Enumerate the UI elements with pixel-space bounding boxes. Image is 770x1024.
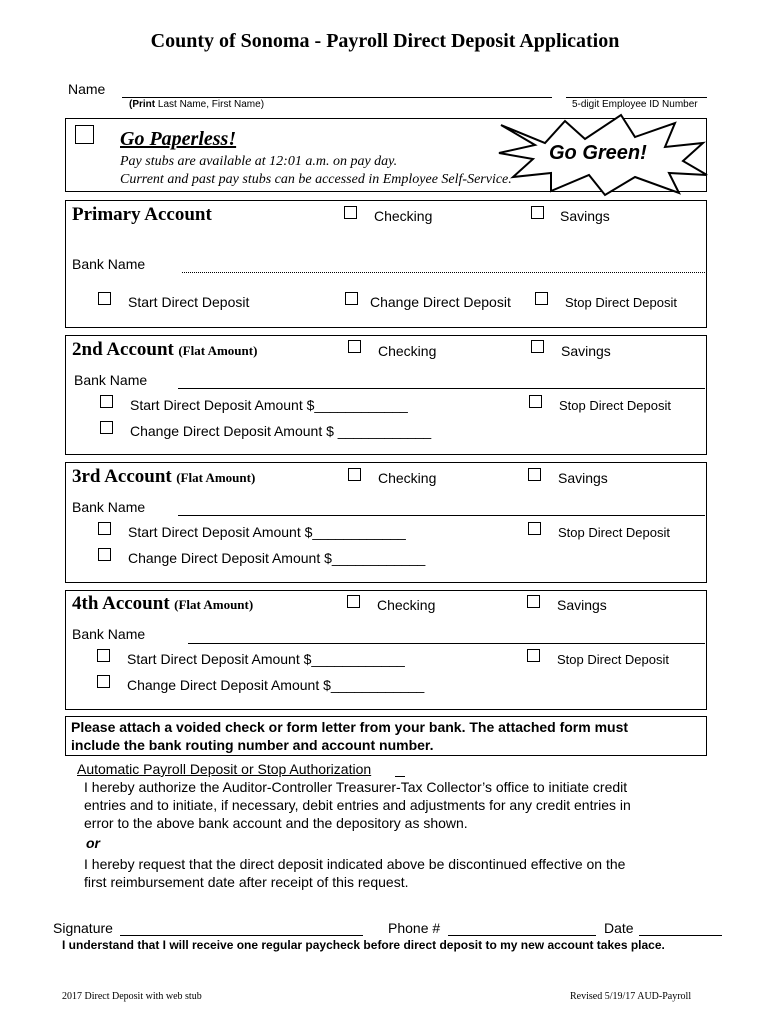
paperless-heading: Go Paperless!: [120, 128, 237, 150]
primary-start-checkbox[interactable]: [98, 292, 111, 305]
fourth-account-flat: (Flat Amount): [174, 597, 254, 612]
signature-label: Signature: [53, 920, 113, 936]
second-change-label: Change Direct Deposit Amount $ ____________: [130, 423, 432, 439]
name-label: Name: [68, 81, 106, 97]
understand-notice: I understand that I will receive one regular paycheck before direct deposit to my new account takes place.: [62, 938, 665, 952]
third-change-label: Change Direct Deposit Amount $____________: [128, 550, 426, 566]
fourth-bank-name-label: Bank Name: [72, 626, 146, 642]
second-bank-name-field[interactable]: [178, 388, 705, 389]
second-checking-label: Checking: [378, 343, 437, 359]
second-savings-checkbox[interactable]: [531, 340, 544, 353]
fourth-savings-label: Savings: [557, 597, 607, 613]
second-account-flat: (Flat Amount): [178, 343, 258, 358]
second-stop-checkbox[interactable]: [529, 395, 542, 408]
footer-right: Revised 5/19/17 AUD-Payroll: [570, 991, 692, 1002]
third-change-checkbox[interactable]: [98, 548, 111, 561]
second-start-label: Start Direct Deposit Amount $____________: [130, 397, 408, 413]
fourth-stop-label: Stop Direct Deposit: [557, 652, 669, 667]
date-label: Date: [604, 920, 634, 936]
second-savings-label: Savings: [561, 343, 611, 359]
authorization-p2-line1: I hereby request that the direct deposit indicated above be discontinued effective on the: [84, 856, 626, 872]
paperless-checkbox[interactable]: [75, 125, 94, 144]
authorization-or: or: [86, 835, 100, 851]
name-hint-print: (Print: [129, 99, 156, 110]
second-checking-checkbox[interactable]: [348, 340, 361, 353]
name-field[interactable]: [122, 97, 552, 98]
attach-notice-line1: Please attach a voided check or form letter from your bank. The attached form must: [71, 719, 629, 735]
authorization-p1-line2: entries and to initiate, if necessary, debit entries and adjustments for any credit entries in: [84, 797, 631, 813]
page-title: County of Sonoma - Payroll Direct Deposit Application: [150, 30, 620, 52]
third-account-title: 3rd Account: [72, 466, 172, 487]
fourth-account-title: 4th Account: [72, 593, 170, 614]
third-stop-checkbox[interactable]: [528, 522, 541, 535]
name-hint-rest: Last Name, First Name): [157, 99, 265, 110]
third-bank-name-field[interactable]: [178, 515, 705, 516]
second-account-title: 2nd Account: [72, 339, 174, 360]
name-hint: [129, 99, 264, 110]
date-field[interactable]: [639, 935, 722, 936]
attach-notice-line2: include the bank routing number and account number.: [71, 737, 434, 753]
fourth-start-checkbox[interactable]: [97, 649, 110, 662]
third-account-heading: [72, 466, 255, 488]
phone-label: Phone #: [388, 920, 441, 936]
second-bank-name-label: Bank Name: [74, 372, 148, 388]
authorization-p1-line1: I hereby authorize the Auditor-Controller Treasurer-Tax Collector’s office to initiate credit: [84, 779, 628, 795]
paperless-line2: Current and past pay stubs can be accessed in Employee Self-Service.: [120, 172, 512, 187]
second-start-checkbox[interactable]: [100, 395, 113, 408]
fourth-stop-checkbox[interactable]: [527, 649, 540, 662]
footer-left: 2017 Direct Deposit with web stub: [62, 991, 202, 1002]
third-checking-checkbox[interactable]: [348, 468, 361, 481]
authorization-heading-underline: [395, 776, 405, 777]
paperless-line1: Pay stubs are available at 12:01 a.m. on pay day.: [120, 154, 398, 169]
authorization-heading: Automatic Payroll Deposit or Stop Authorization: [77, 761, 372, 777]
primary-bank-name-label: Bank Name: [72, 256, 146, 272]
primary-savings-label: Savings: [560, 208, 610, 224]
second-stop-label: Stop Direct Deposit: [559, 398, 671, 413]
fourth-savings-checkbox[interactable]: [527, 595, 540, 608]
signature-field[interactable]: [120, 935, 363, 936]
fourth-checking-checkbox[interactable]: [347, 595, 360, 608]
primary-change-label: Change Direct Deposit: [370, 294, 511, 310]
employee-id-field[interactable]: [566, 97, 707, 98]
fourth-checking-label: Checking: [377, 597, 436, 613]
fourth-change-label: Change Direct Deposit Amount $____________: [127, 677, 425, 693]
primary-account-title: Primary Account: [72, 204, 212, 225]
fourth-bank-name-field[interactable]: [188, 643, 705, 644]
fourth-change-checkbox[interactable]: [97, 675, 110, 688]
primary-checking-checkbox[interactable]: [344, 206, 357, 219]
second-account-heading: [72, 339, 257, 361]
phone-field[interactable]: [448, 935, 596, 936]
third-savings-checkbox[interactable]: [528, 468, 541, 481]
primary-stop-label: Stop Direct Deposit: [565, 295, 677, 310]
fourth-start-label: Start Direct Deposit Amount $____________: [127, 651, 405, 667]
go-green-badge: Go Green!: [549, 142, 647, 164]
third-start-checkbox[interactable]: [98, 522, 111, 535]
primary-stop-checkbox[interactable]: [535, 292, 548, 305]
primary-start-label: Start Direct Deposit: [128, 294, 250, 310]
fourth-account-heading: [72, 593, 253, 615]
third-start-label: Start Direct Deposit Amount $____________: [128, 524, 406, 540]
third-account-flat: (Flat Amount): [176, 470, 256, 485]
second-change-checkbox[interactable]: [100, 421, 113, 434]
primary-checking-label: Checking: [374, 208, 433, 224]
third-bank-name-label: Bank Name: [72, 499, 146, 515]
primary-bank-name-field[interactable]: [182, 272, 705, 273]
third-checking-label: Checking: [378, 470, 437, 486]
primary-change-checkbox[interactable]: [345, 292, 358, 305]
third-savings-label: Savings: [558, 470, 608, 486]
primary-savings-checkbox[interactable]: [531, 206, 544, 219]
third-stop-label: Stop Direct Deposit: [558, 525, 670, 540]
authorization-p2-line2: first reimbursement date after receipt of this request.: [84, 874, 409, 890]
authorization-p1-line3: error to the above bank account and the depository as shown.: [84, 815, 468, 831]
employee-id-hint: 5-digit Employee ID Number: [572, 99, 698, 110]
